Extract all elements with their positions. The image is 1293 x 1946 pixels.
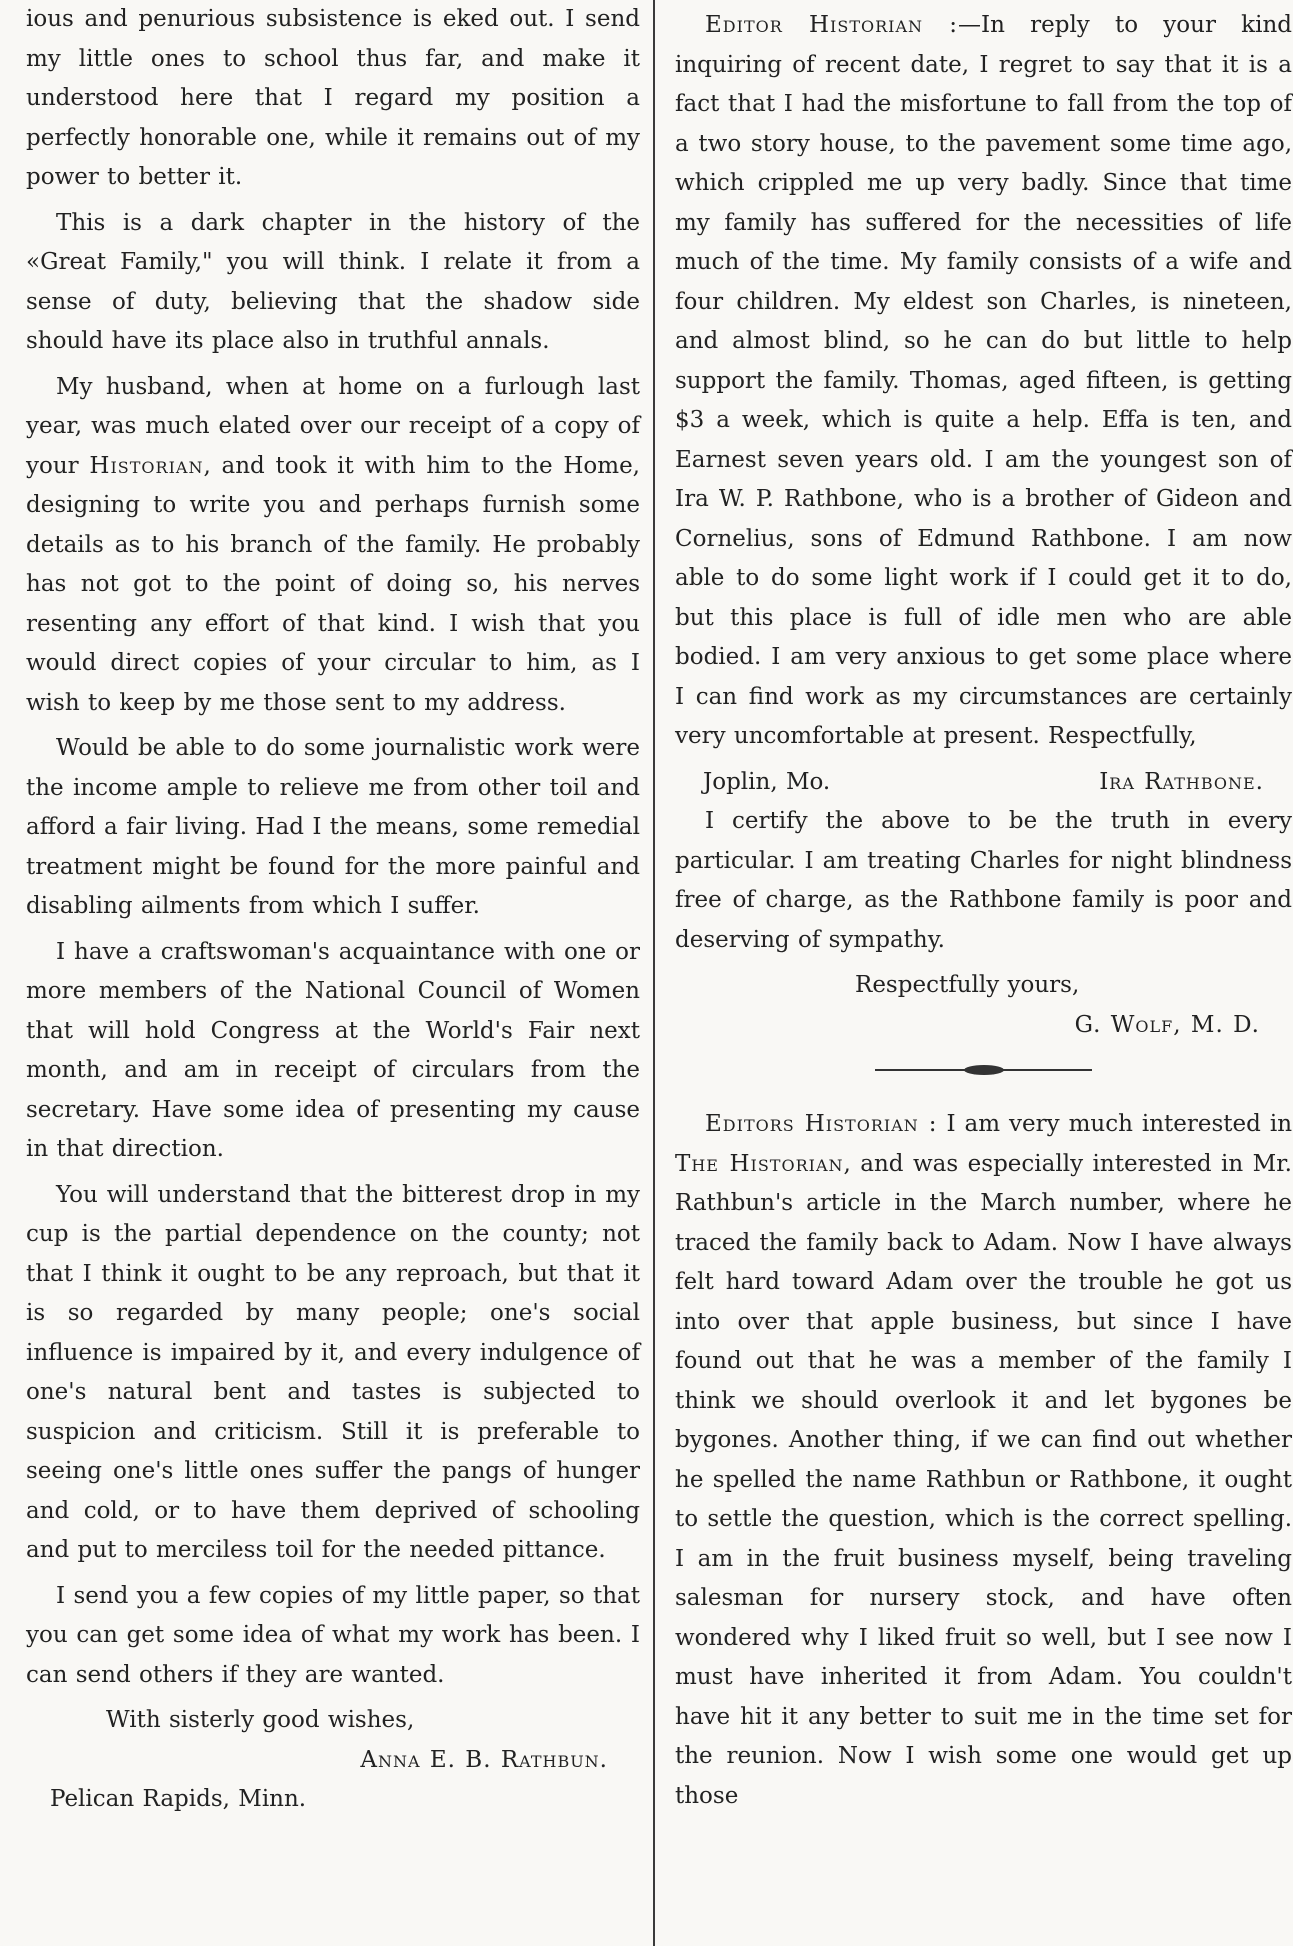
- paragraph-continued: ious and penurious subsistence is eked out. I send my little ones to school thus far, and make it understood here that I regard my position a perfectly honorable one, while it remains out of my power to better it.: [26, 6, 640, 190]
- right-column: [675, 6, 1292, 1822]
- salutation: Editor Historian :: [705, 12, 958, 38]
- paragraph: Would be able to do some journalistic work were the income ample to relieve me from other toil and afford a fair living. Had I the means, some remedial treatment might be found for the more painful and disabling ailments from which I suffer.: [26, 735, 640, 919]
- text-run: I am very much interested in: [937, 1111, 1293, 1137]
- letter-signoff: [675, 763, 1292, 803]
- paragraph: This is a dark chapter in the history of the «Great Family," you will think. I relate it from a sense of duty, believing that the shadow side should have its place also in truthful annals.: [26, 209, 640, 354]
- letter-paragraph: [675, 6, 1292, 757]
- paragraph: I send you a few copies of my little paper, so that you can get some idea of what my work has been. I can send others if they are wanted.: [26, 1582, 640, 1688]
- text-run: My husband, when at home on a furlough last year, was much elated over our receipt of a copy of your: [26, 373, 640, 479]
- signature: Ira Rathbone.: [1099, 768, 1264, 795]
- paragraph: I certify the above to be the truth in every particular. I am treating Charles for night blindness free of charge, as the Rathbone family is poor and deserving of sympathy.: [675, 808, 1292, 953]
- left-column: [26, 0, 640, 1820]
- signature: Anna E. B. Rathbun.: [360, 1746, 608, 1773]
- paragraph: You will understand that the bitterest drop in my cup is the partial dependence on the county; not that I think it ought to be any reproach, but that it is so regarded by many people; one's social influence is impaired by it, and every indulgence of one's natural bent and tastes is subjected to suspicion and criticism. Still it is preferable to seeing one's little ones suffer the pangs of hunger and cold, or to have them deprived of schooling and put to merciless toil for the needed pittance.: [26, 1181, 640, 1563]
- text-run: , and was especially interested in Mr. Rathbun's article in the March number, where he traced the family back to Adam. Now I have always felt hard toward Adam over the trouble he got us into over that apple business, but since I have found out that he was a member of the family I think we should overlook it and let bygones be bygones. Another thing, if we can find out whether he spelled the name Rathbun or Rathbone, it ought to settle the question, which is the correct spelling. I am in the fruit business myself, being traveling salesman for nursery stock, and have often wondered why I liked fruit so well, but I see now I must have inherited it from Adam. You couldn't have hit it any better to suit me in the time set for the reunion. Now I wish some one would get up those: [675, 1150, 1292, 1809]
- section-divider: [675, 1055, 1292, 1085]
- paragraph: I have a craftswoman's acquaintance with one or more members of the National Council of Women that will hold Congress at the World's Fair next month, and am in receipt of circulars from the secretary. Have some idea of presenting my cause in that direction.: [26, 938, 640, 1162]
- closing-line: With sisterly good wishes,: [106, 1707, 415, 1733]
- publication-name: Historian: [89, 452, 204, 479]
- place-line: Joplin, Mo.: [703, 768, 831, 795]
- paragraph: [26, 368, 640, 724]
- column-divider-rule: [653, 0, 655, 1946]
- closing-line: Respectfully yours,: [855, 972, 1080, 998]
- place-line: Pelican Rapids, Minn.: [50, 1786, 307, 1812]
- text-run: , and took it with him to the Home, designing to write you and perhaps furnish some details as to his branch of the family. He probably has not got to the point of doing so, his nerves resenting any effort of that kind. I wish that you would direct copies of your circular to him, as I wish to keep by me those sent to my address.: [26, 452, 640, 716]
- signature: G. Wolf, M. D.: [1074, 1011, 1260, 1038]
- publication-name: The Historian: [675, 1150, 844, 1177]
- letter-paragraph: [675, 1105, 1292, 1816]
- text-run: —In reply to your kind inquiring of recent date, I regret to say that it is a fact that I had the misfortune to fall from the top of a two story house, to the pavement some time ago, which crippled me up very badly. Since that time my family has suffered for the necessities of life much of the time. My family consists of a wife and four children. My eldest son Charles, is nineteen, and almost blind, so he can do but little to help support the family. Thomas, aged fifteen, is getting $3 a week, which is quite a help. Effa is ten, and Earnest seven years old. I am the youngest son of Ira W. P. Rathbone, who is a brother of Gideon and Cornelius, sons of Edmund Rathbone. I am now able to do some light work if I could get it to do, but this place is full of idle men who are able bodied. I am very anxious to get some place where I can find work as my circumstances are certainly very uncomfortable at present. Respectfully,: [675, 12, 1292, 749]
- salutation: Editors Historian :: [705, 1111, 938, 1137]
